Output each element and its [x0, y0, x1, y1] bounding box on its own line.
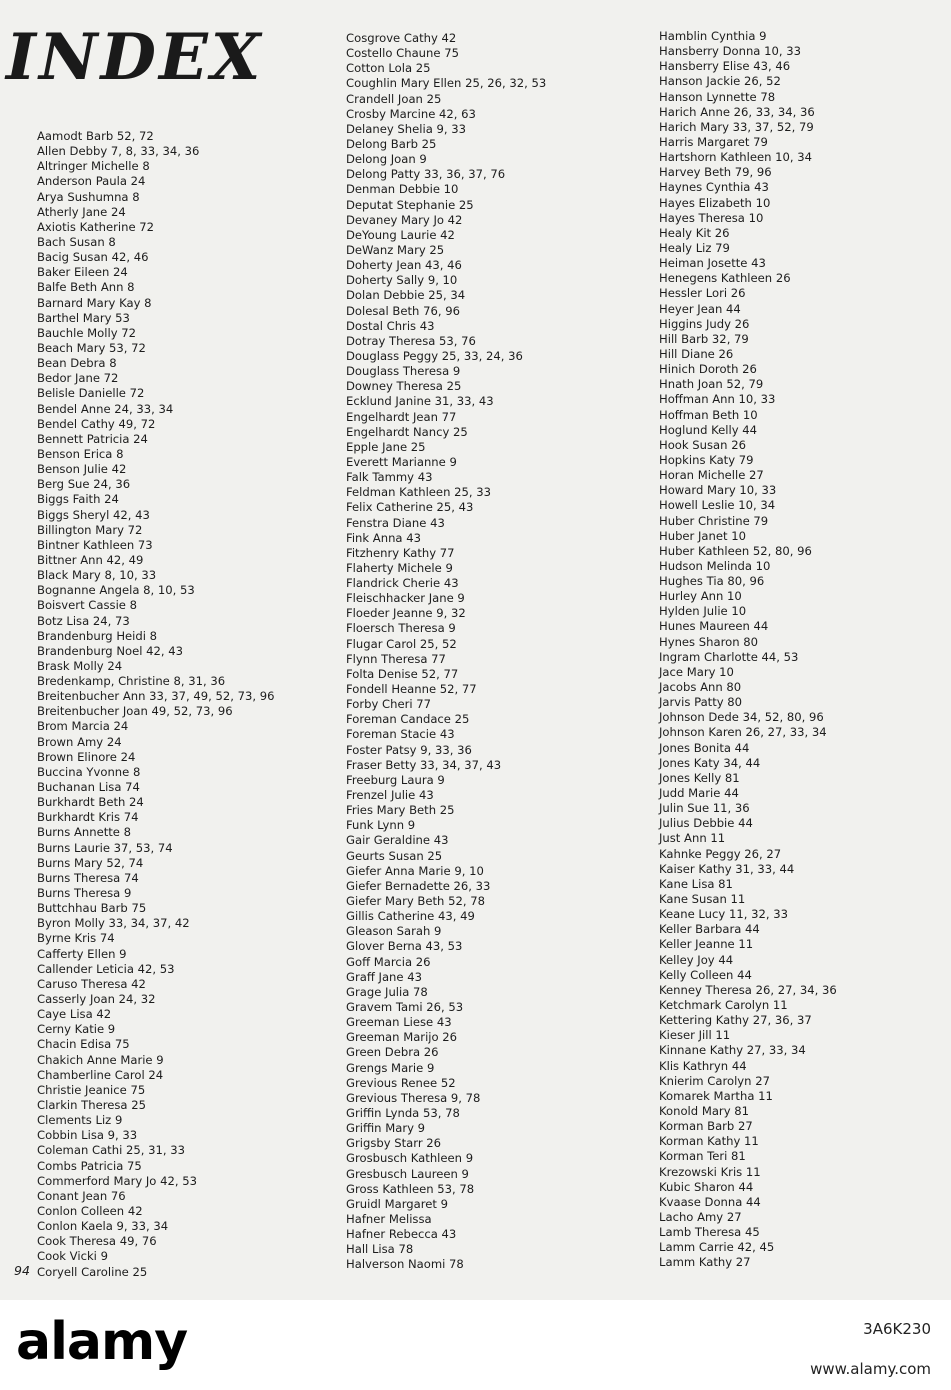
index-entry: Folta Denise 52, 77: [346, 666, 459, 681]
index-entry: Bredenkamp, Christine 8, 31, 36: [37, 674, 226, 689]
index-entry: Flandrick Cherie 43: [346, 576, 459, 591]
index-entry: Hamblin Cynthia 9: [659, 29, 767, 43]
index-entry: Griffin Mary 9: [346, 1121, 426, 1136]
index-entry: Hanson Jackie 26, 52: [659, 74, 781, 89]
index-entry: Harvey Beth 79, 96: [659, 165, 772, 180]
index-entry: Kinnane Kathy 27, 33, 34: [659, 1043, 806, 1058]
index-entry: Flugar Carol 25, 52: [346, 636, 457, 651]
index-entry: Kahnke Peggy 26, 27: [659, 846, 782, 861]
index-entry: Hessler Lori 26: [659, 286, 746, 301]
index-entry: Black Mary 8, 10, 33: [37, 568, 157, 583]
index-entry: Krezowski Kris 11: [659, 1164, 761, 1179]
index-entry: Casserly Joan 24, 32: [37, 992, 156, 1007]
index-entry: Brask Molly 24: [37, 658, 123, 673]
index-entry: Fleischhacker Jane 9: [346, 591, 465, 606]
index-column-3: [659, 29, 837, 1271]
index-entry: Keane Lucy 11, 32, 33: [659, 907, 788, 922]
index-entry: Doherty Sally 9, 10: [346, 273, 458, 288]
index-entry: Doherty Jean 43, 46: [346, 258, 462, 273]
index-entry: Grigsby Starr 26: [346, 1136, 442, 1151]
index-entry: Balfe Beth Ann 8: [37, 280, 135, 295]
index-entry: Dolan Debbie 25, 34: [346, 288, 466, 303]
index-entry: Healy Liz 79: [659, 240, 730, 255]
index-entry: Biggs Faith 24: [37, 492, 119, 507]
index-entry: Brom Marcia 24: [37, 719, 129, 734]
index-entry: Atherly Jane 24: [37, 204, 126, 219]
index-entry: Baker Eileen 24: [37, 265, 128, 280]
index-entry: Everett Marianne 9: [346, 454, 457, 469]
index-entry: Douglass Peggy 25, 33, 24, 36: [346, 348, 523, 363]
index-entry: Buchanan Lisa 74: [37, 780, 140, 795]
index-entry: Floeder Jeanne 9, 32: [346, 606, 466, 621]
index-entry: Aamodt Barb 52, 72: [37, 129, 154, 143]
index-entry: Bennett Patricia 24: [37, 431, 148, 446]
index-entry: Korman Kathy 11: [659, 1134, 759, 1149]
index-entry: Giefer Anna Marie 9, 10: [346, 863, 484, 878]
index-entry: Johnson Dede 34, 52, 80, 96: [659, 710, 824, 725]
index-entry: Hayes Elizabeth 10: [659, 195, 771, 210]
index-entry: Haynes Cynthia 43: [659, 180, 769, 195]
index-entry: Brown Elinore 24: [37, 749, 136, 764]
index-entry: Bintner Kathleen 73: [37, 537, 153, 552]
index-entry: Freeburg Laura 9: [346, 772, 445, 787]
index-entry: Byrne Kris 74: [37, 931, 115, 946]
index-entry: Epple Jane 25: [346, 439, 426, 454]
index-entry: Heiman Josette 43: [659, 256, 766, 271]
index-entry: Ketchmark Carolyn 11: [659, 998, 788, 1012]
index-entry: Hall Lisa 78: [346, 1242, 414, 1257]
index-entry: Jones Katy 34, 44: [659, 755, 761, 770]
index-entry: Higgins Judy 26: [659, 316, 750, 331]
index-entry: Greeman Liese 43: [346, 1015, 452, 1030]
index-entry: Chakich Anne Marie 9: [37, 1052, 164, 1067]
index-entry: Hill Diane 26: [659, 346, 734, 361]
index-entry: Keller Jeanne 11: [659, 937, 754, 952]
index-entry: Burns Mary 52, 74: [37, 855, 144, 870]
index-entry: Julin Sue 11, 36: [659, 801, 750, 816]
index-entry: Cook Theresa 49, 76: [37, 1234, 157, 1249]
index-entry: Korman Barb 27: [659, 1119, 753, 1134]
index-entry: Barnard Mary Kay 8: [37, 295, 152, 310]
alamy-logo: alamy: [16, 1312, 188, 1372]
index-entry: Kane Lisa 81: [659, 876, 733, 891]
index-entry: Bittner Ann 42, 49: [37, 552, 144, 567]
index-entry: Delong Joan 9: [346, 152, 427, 167]
index-entry: Jace Mary 10: [659, 664, 734, 679]
index-entry: Green Debra 26: [346, 1045, 439, 1060]
index-entry: Feldman Kathleen 25, 33: [346, 485, 491, 500]
index-entry: Gair Geraldine 43: [346, 833, 449, 848]
index-entry: Bendel Anne 24, 33, 34: [37, 401, 174, 416]
index-entry: Cafferty Ellen 9: [37, 946, 127, 961]
index-entry: Breitenbucher Joan 49, 52, 73, 96: [37, 704, 233, 719]
index-entry: Belisle Danielle 72: [37, 386, 145, 401]
index-column-2: [346, 31, 546, 1273]
index-entry: Gleason Sarah 9: [346, 924, 442, 939]
index-entry: Bauchle Molly 72: [37, 325, 137, 340]
index-entry: Ingram Charlotte 44, 53: [659, 649, 799, 664]
index-entry: Gillis Catherine 43, 49: [346, 909, 475, 924]
index-entry: Lamm Carrie 42, 45: [659, 1240, 775, 1255]
index-entry: Fenstra Diane 43: [346, 515, 445, 530]
page-number: 94: [14, 1263, 30, 1278]
index-entry: Geurts Susan 25: [346, 848, 443, 863]
page-title: INDEX: [6, 20, 264, 95]
index-entry: Bognanne Angela 8, 10, 53: [37, 583, 195, 598]
index-entry: Cerny Katie 9: [37, 1022, 116, 1037]
index-entry: Fraser Betty 33, 34, 37, 43: [346, 757, 502, 772]
index-entry: Floersch Theresa 9: [346, 621, 456, 636]
index-entry: Burns Theresa 9: [37, 886, 132, 901]
index-entry: Grage Julia 78: [346, 984, 428, 999]
index-entry: Cobbin Lisa 9, 33: [37, 1128, 138, 1143]
index-entry: Hafner Melissa: [346, 1211, 432, 1226]
index-entry: Crosby Marcine 42, 63: [346, 106, 476, 121]
image-code: 3A6K230: [863, 1320, 931, 1338]
index-entry: Julius Debbie 44: [659, 816, 753, 831]
index-entry: Kvaase Donna 44: [659, 1194, 761, 1209]
index-entry: Ecklund Janine 31, 33, 43: [346, 394, 494, 409]
index-entry: Conlon Kaela 9, 33, 34: [37, 1219, 169, 1234]
index-entry: Funk Lynn 9: [346, 818, 416, 833]
index-entry: Deputat Stephanie 25: [346, 197, 474, 212]
index-entry: Chacin Edisa 75: [37, 1037, 130, 1052]
index-entry: Harich Mary 33, 37, 52, 79: [659, 119, 814, 134]
index-entry: Beach Mary 53, 72: [37, 340, 146, 355]
index-entry: Gross Kathleen 53, 78: [346, 1181, 475, 1196]
index-entry: Hylden Julie 10: [659, 604, 747, 619]
footer-url: www.alamy.com: [810, 1360, 931, 1378]
index-entry: Hopkins Katy 79: [659, 452, 754, 467]
index-entry: Komarek Martha 11: [659, 1088, 773, 1103]
index-entry: Fink Anna 43: [346, 530, 421, 545]
index-entry: Heyer Jean 44: [659, 301, 741, 316]
index-entry: Flynn Theresa 77: [346, 651, 446, 666]
index-entry: Gruidl Margaret 9: [346, 1196, 448, 1211]
index-entry: Johnson Karen 26, 27, 33, 34: [659, 725, 827, 740]
index-entry: Buccina Yvonne 8: [37, 764, 141, 779]
index-entry: Grengs Marie 9: [346, 1060, 435, 1075]
index-entry: Judd Marie 44: [659, 786, 739, 801]
index-entry: Kieser Jill 11: [659, 1028, 731, 1043]
index-entry: Delong Patty 33, 36, 37, 76: [346, 167, 506, 182]
index-entry: Brown Amy 24: [37, 734, 122, 749]
index-entry: Just Ann 11: [659, 831, 726, 846]
index-entry: Buttchhau Barb 75: [37, 901, 147, 916]
index-entry: Howell Leslie 10, 34: [659, 498, 776, 513]
index-entry: Billington Mary 72: [37, 522, 143, 537]
index-entry: Commerford Mary Jo 42, 53: [37, 1173, 197, 1188]
index-entry: Hoglund Kelly 44: [659, 422, 758, 437]
index-entry: Hayes Theresa 10: [659, 210, 764, 225]
index-entry: Falk Tammy 43: [346, 470, 433, 485]
index-entry: Kelly Colleen 44: [659, 967, 752, 982]
index-entry: Clements Liz 9: [37, 1113, 123, 1128]
index-entry: Chamberline Carol 24: [37, 1067, 164, 1082]
index-entry: Cook Vicki 9: [37, 1249, 108, 1264]
index-entry: Bendel Cathy 49, 72: [37, 416, 156, 431]
index-entry: Berg Sue 24, 36: [37, 477, 131, 492]
index-entry: Hunes Maureen 44: [659, 619, 769, 634]
index-entry: Hartshorn Kathleen 10, 34: [659, 150, 813, 165]
index-entry: Hansberry Elise 43, 46: [659, 59, 791, 74]
index-entry: Conant Jean 76: [37, 1188, 126, 1203]
index-entry: Hughes Tia 80, 96: [659, 574, 765, 589]
index-entry: Axiotis Katherine 72: [37, 219, 155, 234]
index-entry: Gravem Tami 26, 53: [346, 1000, 464, 1014]
index-entry: Lamm Kathy 27: [659, 1255, 751, 1270]
index-entry: Flaherty Michele 9: [346, 560, 453, 575]
index-entry: Engelhardt Jean 77: [346, 409, 457, 424]
index-entry: Foster Patsy 9, 33, 36: [346, 742, 472, 757]
index-entry: Benson Erica 8: [37, 446, 124, 461]
index-entry: Frenzel Julie 43: [346, 788, 434, 803]
index-entry: Halverson Naomi 78: [346, 1257, 464, 1272]
index-entry: Glover Berna 43, 53: [346, 939, 463, 954]
index-entry: Griffin Lynda 53, 78: [346, 1105, 460, 1120]
index-entry: Kubic Sharon 44: [659, 1179, 754, 1194]
index-entry: Cotton Lola 25: [346, 61, 431, 76]
index-entry: Engelhardt Nancy 25: [346, 424, 468, 439]
index-entry: Altringer Michelle 8: [37, 159, 150, 174]
index-entry: Jones Bonita 44: [659, 740, 750, 755]
index-entry: Grevious Renee 52: [346, 1075, 456, 1090]
index-entry: Hill Barb 32, 79: [659, 331, 749, 346]
index-entry: Jacobs Ann 80: [659, 680, 742, 695]
index-entry: Coryell Caroline 25: [37, 1264, 148, 1279]
index-entry: Coleman Cathi 25, 31, 33: [37, 1143, 185, 1158]
index-entry: Kettering Kathy 27, 36, 37: [659, 1013, 812, 1028]
watermark-footer: [0, 1300, 951, 1390]
index-entry: Delong Barb 25: [346, 136, 437, 151]
index-entry: Hanson Lynnette 78: [659, 89, 776, 104]
index-entry: Konold Mary 81: [659, 1103, 749, 1118]
index-entry: Devaney Mary Jo 42: [346, 212, 463, 227]
index-entry: Caye Lisa 42: [37, 1007, 112, 1022]
index-entry: Harris Margaret 79: [659, 134, 768, 149]
index-entry: Burns Annette 8: [37, 825, 131, 840]
index-entry: Hafner Rebecca 43: [346, 1227, 457, 1242]
index-entry: Knierim Carolyn 27: [659, 1073, 770, 1088]
index-entry: Fries Mary Beth 25: [346, 803, 455, 818]
index-entry: DeWanz Mary 25: [346, 242, 445, 257]
index-column-1: [37, 129, 275, 1280]
index-entry: Harich Anne 26, 33, 34, 36: [659, 104, 815, 119]
index-entry: Coughlin Mary Ellen 25, 26, 32, 53: [346, 76, 547, 91]
index-entry: Foreman Stacie 43: [346, 727, 455, 742]
index-entry: Denman Debbie 10: [346, 182, 459, 197]
index-entry: Bedor Jane 72: [37, 371, 119, 386]
index-entry: Combs Patricia 75: [37, 1158, 142, 1173]
index-entry: Giefer Mary Beth 52, 78: [346, 894, 485, 909]
index-entry: Douglass Theresa 9: [346, 364, 461, 379]
index-entry: Fitzhenry Kathy 77: [346, 545, 455, 560]
index-entry: Dostal Chris 43: [346, 318, 435, 333]
index-entry: Fondell Heanne 52, 77: [346, 682, 477, 697]
index-entry: Barthel Mary 53: [37, 310, 130, 325]
index-entry: Jarvis Patty 80: [659, 695, 743, 710]
index-entry: Giefer Bernadette 26, 33: [346, 878, 491, 893]
index-entry: Bean Debra 8: [37, 356, 117, 371]
index-entry: Huber Kathleen 52, 80, 96: [659, 543, 812, 558]
index-entry: Brandenburg Heidi 8: [37, 628, 158, 643]
index-entry: Hudson Melinda 10: [659, 558, 771, 573]
index-entry: Benson Julie 42: [37, 462, 127, 477]
index-entry: Conlon Colleen 42: [37, 1203, 143, 1218]
index-entry: Byron Molly 33, 34, 37, 42: [37, 916, 190, 931]
index-entry: Lacho Amy 27: [659, 1209, 742, 1224]
index-entry: Horan Michelle 27: [659, 468, 764, 483]
index-entry: Graff Jane 43: [346, 969, 422, 984]
index-entry: Clarkin Theresa 25: [37, 1098, 146, 1112]
index-entry: Lamb Theresa 45: [659, 1225, 760, 1240]
index-entry: Kaiser Kathy 31, 33, 44: [659, 861, 795, 876]
index-entry: Grevious Theresa 9, 78: [346, 1090, 481, 1105]
index-entry: Jones Kelly 81: [659, 770, 740, 785]
index-entry: Hynes Sharon 80: [659, 634, 758, 649]
index-entry: Hurley Ann 10: [659, 589, 742, 604]
index-entry: Hinich Doroth 26: [659, 362, 757, 377]
index-entry: Bach Susan 8: [37, 234, 116, 249]
index-entry: Botz Lisa 24, 73: [37, 613, 130, 628]
index-entry: Hnath Joan 52, 79: [659, 377, 764, 392]
index-entry: Crandell Joan 25: [346, 91, 442, 106]
index-entry: Dotray Theresa 53, 76: [346, 333, 476, 348]
index-entry: Bacig Susan 42, 46: [37, 250, 149, 265]
index-entry: Allen Debby 7, 8, 33, 34, 36: [37, 144, 200, 159]
index-entry: Klis Kathryn 44: [659, 1058, 747, 1073]
index-entry: Hoffman Ann 10, 33: [659, 392, 776, 407]
index-entry: Henegens Kathleen 26: [659, 271, 791, 286]
index-entry: Kenney Theresa 26, 27, 34, 36: [659, 982, 837, 997]
index-entry: Burns Theresa 74: [37, 870, 139, 885]
index-entry: Huber Janet 10: [659, 528, 746, 543]
index-entry: Callender Leticia 42, 53: [37, 961, 175, 976]
index-entry: Downey Theresa 25: [346, 379, 462, 394]
index-entry: Costello Chaune 75: [346, 46, 459, 61]
index-entry: Burkhardt Kris 74: [37, 810, 139, 825]
index-entry: Hansberry Donna 10, 33: [659, 44, 801, 59]
index-entry: Burns Laurie 37, 53, 74: [37, 840, 173, 855]
index-entry: Biggs Sheryl 42, 43: [37, 507, 150, 522]
index-entry: Huber Christine 79: [659, 513, 769, 528]
index-entry: Healy Kit 26: [659, 225, 730, 240]
index-entry: Felix Catherine 25, 43: [346, 500, 474, 515]
index-entry: Burkhardt Beth 24: [37, 795, 144, 810]
index-entry: Forby Cheri 77: [346, 697, 432, 712]
index-entry: Breitenbucher Ann 33, 37, 49, 52, 73, 96: [37, 689, 275, 704]
index-entry: Kelley Joy 44: [659, 952, 734, 967]
index-entry: Dolesal Beth 76, 96: [346, 303, 460, 318]
index-entry: Hook Susan 26: [659, 437, 746, 452]
index-entry: Korman Teri 81: [659, 1149, 746, 1164]
index-entry: Caruso Theresa 42: [37, 976, 146, 991]
index-entry: Goff Marcia 26: [346, 954, 431, 969]
index-entry: Foreman Candace 25: [346, 712, 470, 727]
index-entry: Anderson Paula 24: [37, 174, 146, 189]
index-entry: Grosbusch Kathleen 9: [346, 1151, 474, 1166]
index-entry: Keller Barbara 44: [659, 922, 760, 937]
index-entry: Kane Susan 11: [659, 892, 746, 907]
index-entry: Hoffman Beth 10: [659, 407, 758, 422]
index-entry: Gresbusch Laureen 9: [346, 1166, 469, 1181]
index-entry: Greeman Marijo 26: [346, 1030, 458, 1045]
index-entry: Arya Sushumna 8: [37, 189, 140, 204]
index-entry: Delaney Shelia 9, 33: [346, 121, 466, 136]
index-entry: Brandenburg Noel 42, 43: [37, 643, 184, 658]
index-entry: DeYoung Laurie 42: [346, 227, 455, 242]
index-entry: Christie Jeanice 75: [37, 1082, 146, 1097]
index-entry: Boisvert Cassie 8: [37, 598, 137, 613]
index-entry: Howard Mary 10, 33: [659, 483, 777, 498]
index-entry: Cosgrove Cathy 42: [346, 31, 457, 45]
